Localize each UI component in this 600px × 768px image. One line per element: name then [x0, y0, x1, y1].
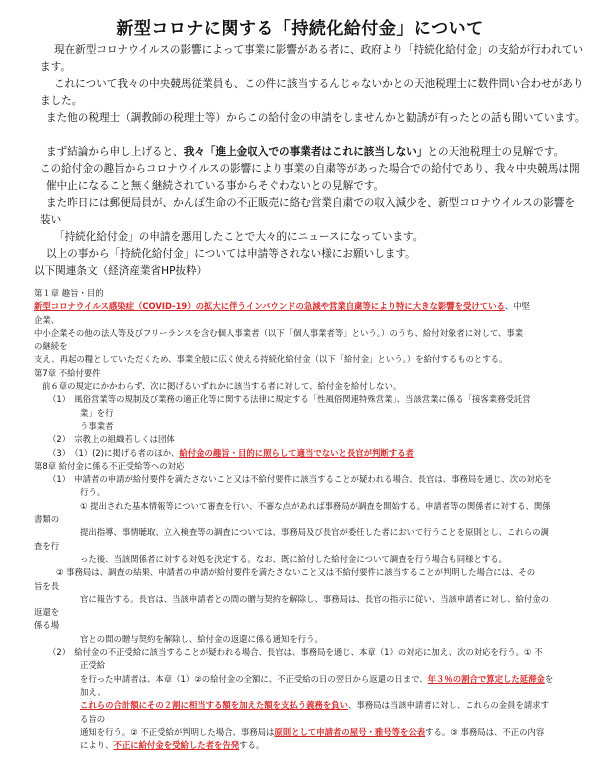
regulation-line — [34, 699, 594, 712]
line-text: また昨日には郵便局員が、かんぽ生命の不正販売に絡む営業自粛での収入減少を、新型コロナウイルスの影響を — [46, 197, 576, 209]
regulation-line — [34, 686, 594, 699]
regulation-line — [34, 673, 594, 686]
line-text: する。③ 事務局は、不正の内容 — [425, 726, 545, 737]
line-text: を — [544, 673, 554, 684]
line-text: （1） 申請者の申請が給付要件を満たさないこと又は不給付要件に該当することが疑われる場合、長官は、事務局を通じ、次の対応を — [48, 474, 552, 485]
regulation-line — [34, 553, 594, 566]
intro-line — [34, 110, 586, 127]
regulation-line — [34, 433, 594, 446]
regulation-line — [34, 393, 594, 406]
line-text: 書類の — [34, 514, 60, 525]
regulation-line — [34, 473, 594, 486]
regulation-line — [34, 540, 594, 553]
highlighted-text: 新型コロナウイルス感染症（COVID-19）の拡大に伴うインバウンドの急減や営業自粛等により特に大きな影響を受けている — [34, 301, 505, 312]
line-text: との天池税理士の見解です。 — [427, 146, 565, 158]
regulation-line — [34, 353, 594, 366]
line-text: （1） 風俗営業等の規制及び業務の適正化等に関する法律に規定する「性風俗関連特殊営業」、当該営業に係る「接客業務受託営 — [48, 394, 531, 405]
regulation-line — [34, 566, 594, 579]
regulation-line — [34, 580, 594, 593]
regulation-line — [34, 327, 594, 340]
line-text: を行った申請者は、本章（1）②の給付金の全額に、不正受給の日の翌日から返還の日まで、 — [80, 673, 428, 684]
regulation-line — [34, 619, 594, 632]
regulation-line — [34, 460, 594, 473]
regulation-line — [34, 646, 594, 659]
regulation-line — [34, 726, 594, 739]
line-text: 通知を行う。② 不正受給が判明した場合、事務局は — [80, 726, 275, 737]
intro-line — [34, 59, 574, 76]
regulation-line — [34, 659, 594, 672]
line-text: 催中止になること無く継続されている事からそぐわないとの見解です。 — [46, 180, 385, 192]
line-text: る旨の — [80, 713, 106, 724]
line-text: 「持続化給付金」の申請を悪用したことで大々的にニュースになっています。 — [54, 231, 424, 243]
line-text: 以上の事から「持続化給付金」については申請等されない様にお願いします。 — [46, 248, 416, 260]
regulation-line — [34, 500, 594, 513]
highlighted-text: これらの合計額にその２割に相当する額を加えた額を支払う義務を負い — [80, 700, 348, 711]
line-text: （2） 給付金の不正受給に該当することが疑われる場合、長官は、事務局を通じ、本章（1）の対応に加え、次の対応を行う。① 不 — [48, 647, 543, 658]
regulation-line — [34, 739, 594, 752]
line-text: 企業、 — [34, 314, 60, 325]
line-text: 正受給 — [80, 660, 106, 671]
regulation-line — [34, 340, 594, 353]
line-text: （3） （1）(2)に掲げる者のほか、 — [48, 447, 180, 458]
line-text: 中小企業その他の法人等及びフリーランスを含む個人事業者（以下「個人事業者等」という。）のうち、給付対象者に対して、事業 — [34, 327, 524, 338]
regulation-line — [34, 300, 594, 313]
regulation-line — [34, 526, 594, 539]
line-text: 官に報告する。長官は、当該申請者との間の贈与契約を解除し、事務局は、長官の指示に従い、当該申請者に対し、給付金の — [80, 593, 549, 604]
highlighted-text: 年３％の割合で算定した延滞金 — [427, 673, 545, 684]
intro-paragraph — [34, 42, 586, 263]
line-text: この給付金の趣旨からコロナウイルスの影響により事業の自粛等があった場合での給付であり、我々中央競馬は開 — [40, 163, 580, 175]
intro-line — [34, 161, 580, 178]
line-text: ② 事務局は、調査の結果、申請者の申請が給付要件を満たさないこと又は不給付要件に該当することが判明した場合には、その — [56, 567, 536, 578]
highlighted-text: 不正に給付金を受給した者を告発 — [113, 740, 240, 751]
regulation-line — [34, 633, 594, 646]
regulation-line — [34, 420, 594, 433]
intro-line — [34, 144, 574, 161]
line-text: 、中堅 — [504, 301, 531, 312]
regulation-excerpt — [34, 287, 594, 752]
regulation-line — [34, 513, 594, 526]
line-text: 前６章の規定にかかわらず、次に掲げるいずれかに該当する者に対して、給付金を給付しない。 — [42, 381, 402, 392]
line-text: （2） 宗教上の組織若しくは団体 — [48, 434, 175, 445]
line-text: 業」を行 — [80, 407, 114, 418]
line-text: 第8章 給付金に係る不正受給等への対応 — [34, 460, 185, 471]
line-text: 行う。 — [80, 487, 106, 498]
regulation-line — [34, 606, 594, 619]
regulation-line — [34, 593, 594, 606]
line-text: 査を行 — [34, 540, 60, 551]
regulation-line — [34, 380, 594, 393]
line-text: 加え、 — [80, 686, 106, 697]
document-title: 新型コロナに関する「持続化給付金」について — [116, 19, 484, 39]
regulation-line — [34, 486, 594, 499]
line-text: また他の税理士（調教師の税理士等）からこの給付金の申請をしませんかと勧誘が有ったとの話も聞いています。 — [46, 112, 586, 124]
regulation-line — [34, 367, 594, 380]
line-text: ① 提出された基本情報等について審査を行い、不審な点があれば事務局が調査を開始する。申請者等の関係者に対する、関係 — [80, 500, 551, 511]
line-text: 提出指導、事情聴取、立入検査等の調査については、事務局及び長官が委任した者において行うことを原則とし、これらの調 — [80, 527, 549, 538]
line-text: 、事務局は当該申請者に対し、これらの金員を請求す — [348, 700, 549, 711]
line-text: 第１章 趣旨・目的 — [34, 288, 104, 298]
line-text: の継続を — [34, 341, 68, 352]
line-text: 装い — [40, 214, 62, 226]
intro-line — [34, 229, 574, 246]
intro-line — [34, 246, 574, 263]
section-heading: 以下関連条文（経済産業省HP抜粋） — [34, 265, 208, 277]
line-text: まず結論から申し上げると、 — [46, 146, 184, 158]
intro-line — [34, 127, 574, 144]
line-text: する。 — [239, 740, 265, 751]
line-text: う事業者 — [80, 420, 114, 431]
regulation-line — [34, 713, 594, 726]
intro-line — [34, 76, 584, 93]
line-text: 現在新型コロナウイルスの影響によって事業に影響がある者に、政府より「持続化給付金」の支給が行われてい — [54, 44, 584, 56]
regulation-line — [34, 407, 594, 420]
regulation-line — [34, 314, 594, 327]
line-text: 返還を — [34, 607, 60, 618]
intro-line — [34, 93, 574, 110]
intro-line — [34, 178, 574, 195]
highlighted-text: 原則として申請者の屋号・雅号等を公表 — [274, 726, 426, 737]
line-text: 官との間の贈与契約を解除し、給付金の返還に係る通知を行う。 — [80, 633, 323, 644]
intro-line — [34, 42, 584, 59]
line-text: 第7章 不給付要件 — [34, 367, 101, 378]
line-text: により、 — [80, 740, 114, 751]
line-text: ます。 — [40, 61, 71, 73]
highlighted-text: 給付金の趣旨・目的に照らして適当でないと長官が判断する者 — [179, 447, 414, 458]
regulation-line — [34, 447, 594, 460]
intro-line — [34, 195, 574, 212]
line-text: 係る場 — [34, 620, 60, 631]
regulation-line — [34, 287, 594, 300]
line-text: ました。 — [40, 95, 83, 107]
line-text: 旨を長 — [34, 580, 60, 591]
line-text: これについて我々の中央競馬従業員も、この件に該当するんじゃないかとの天池税理士に数件問い合わせがあり — [54, 78, 584, 90]
intro-line — [34, 212, 574, 229]
line-text — [34, 129, 37, 141]
line-text: った後、当該関係者に対する対処を決定する。なお、既に給付した給付金について調査を行う場合も同様とする。 — [80, 553, 507, 564]
emphasis-text: 我々「進上金収入での事業者はこれに該当しない」 — [183, 146, 428, 158]
line-text: 支え、再起の糧としていただくため、事業全般に広く使える持続化給付金（以下「給付金」という。）を給付するものとする。 — [34, 354, 508, 365]
